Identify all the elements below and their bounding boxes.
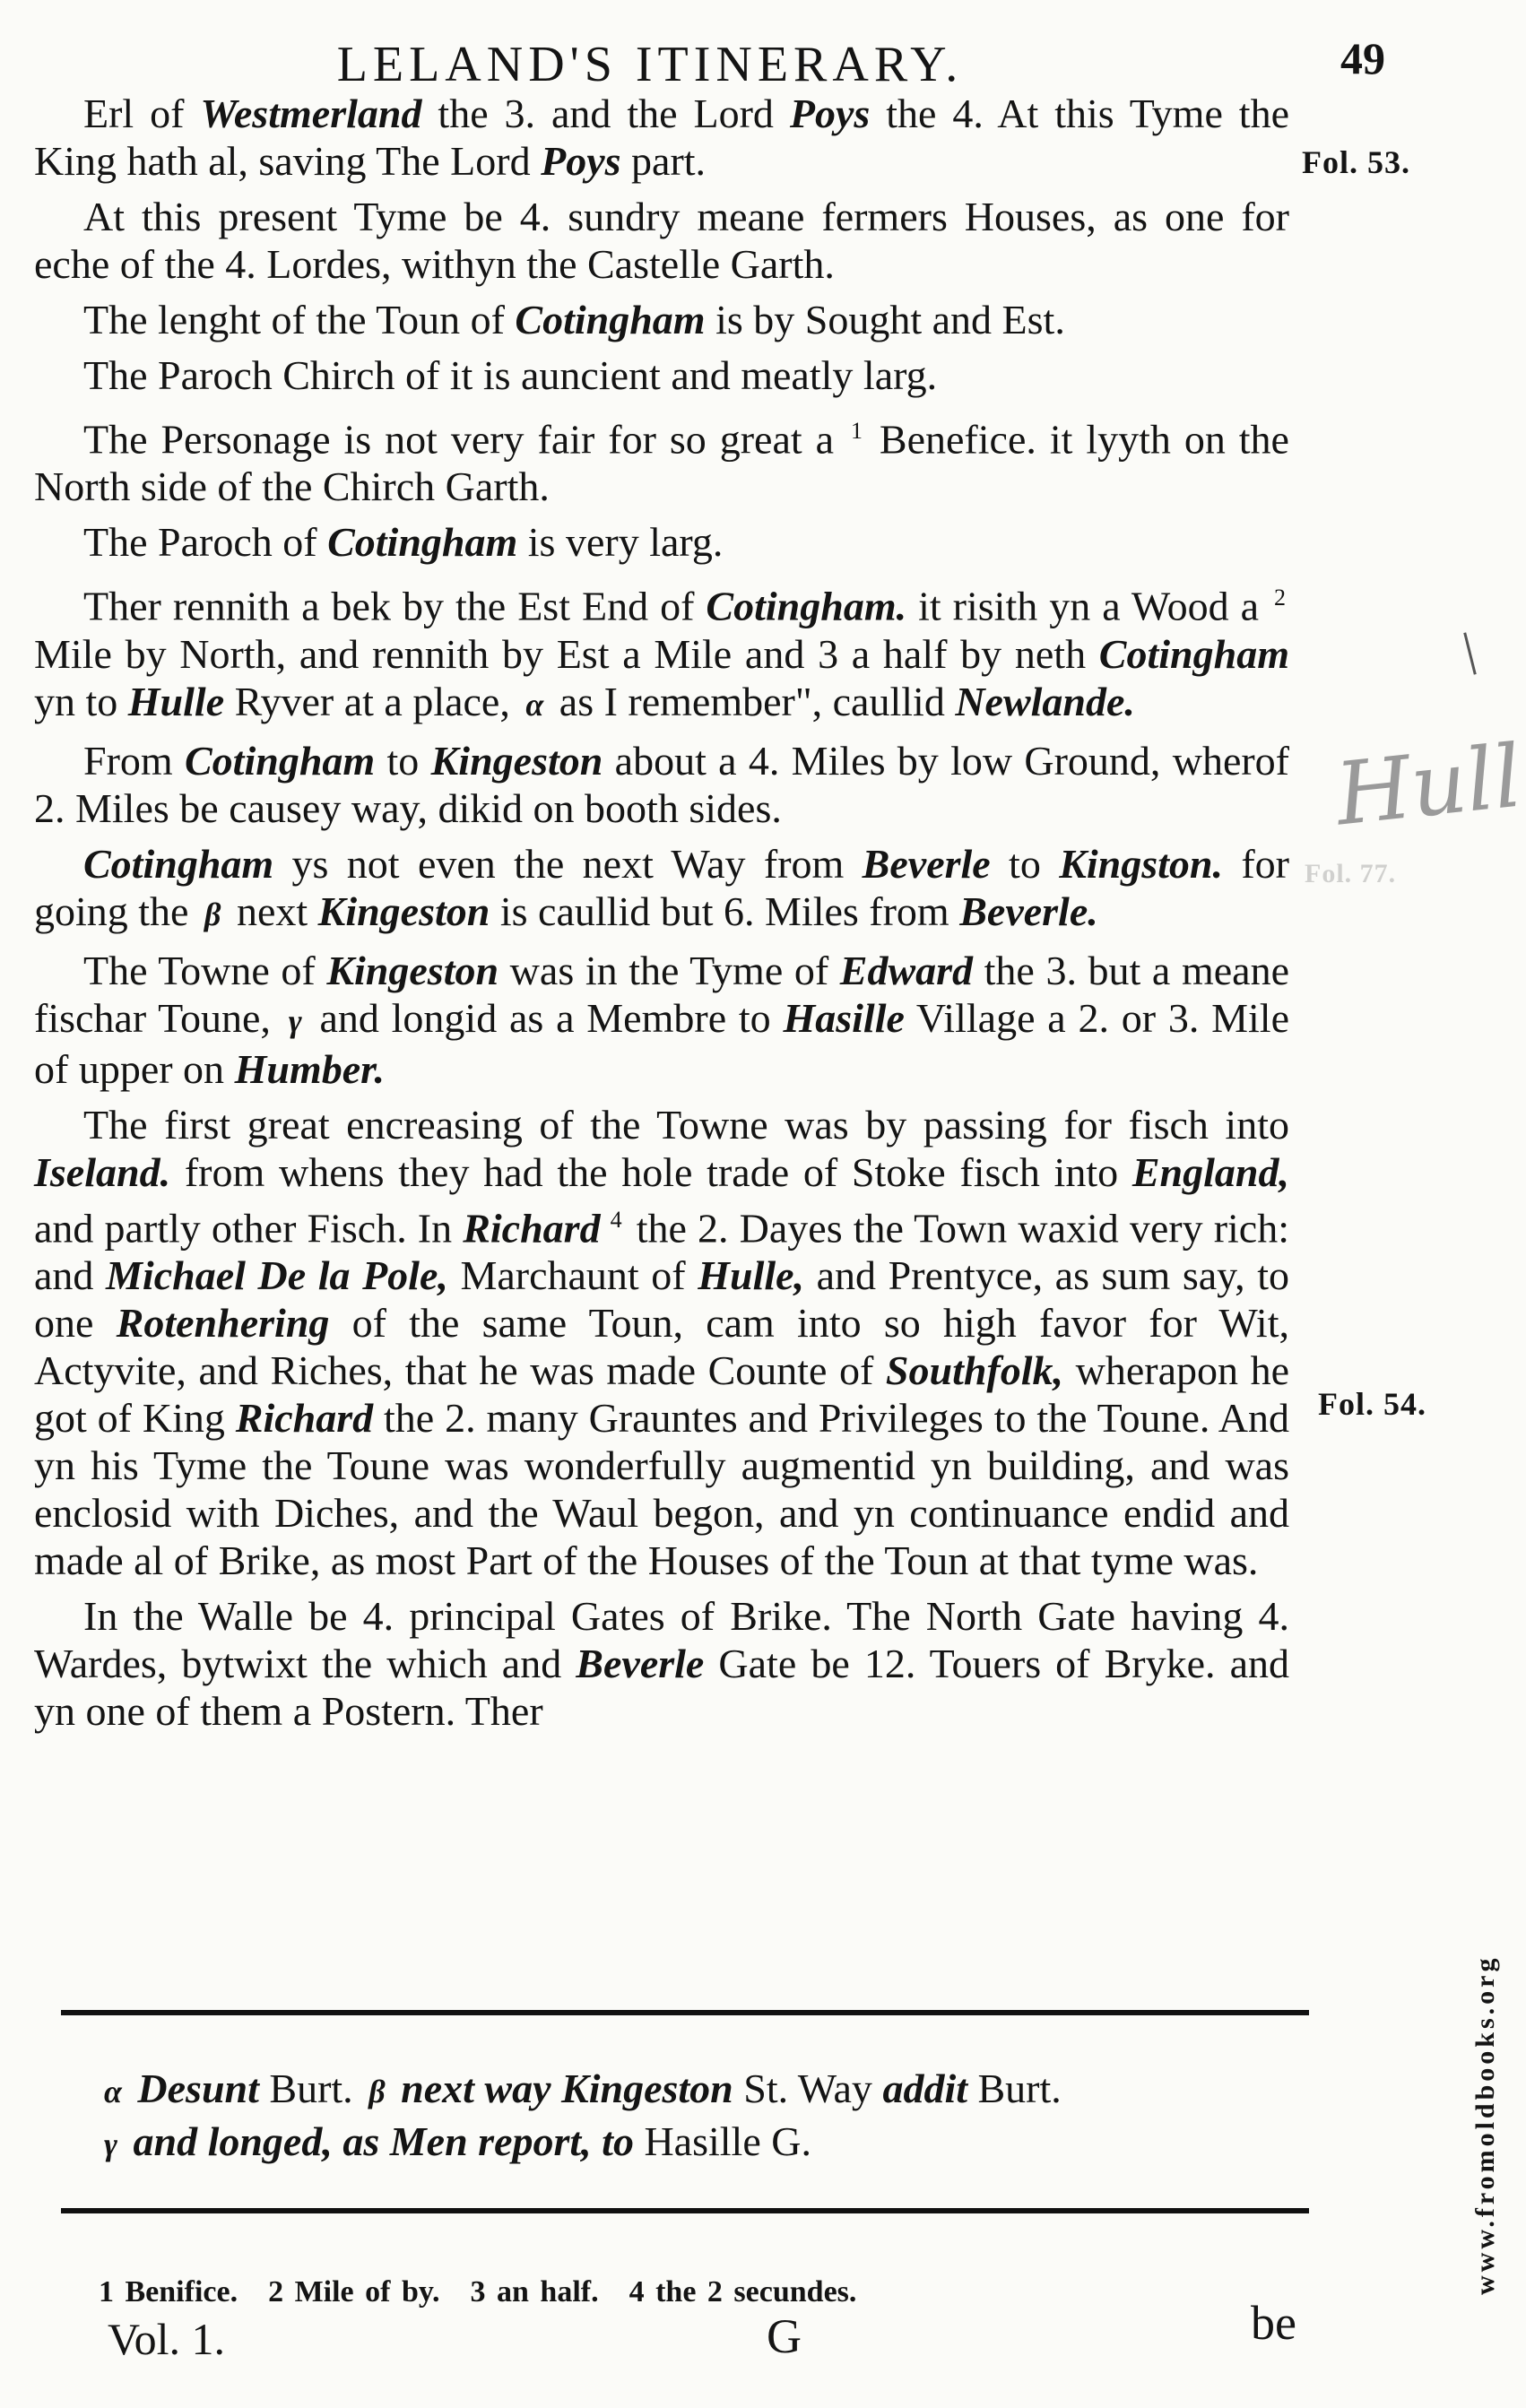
text-run: is by Sought and Est.	[705, 297, 1065, 342]
running-title: LELAND'S ITINERARY.	[336, 37, 964, 92]
italic-text: Rotenhering	[116, 1299, 330, 1346]
footnotes	[99, 2275, 887, 2309]
italic-text: addit	[882, 2066, 967, 2111]
footnote-ref: 4	[603, 1206, 622, 1233]
paragraph-7	[34, 574, 1289, 728]
margin-folio-faint: Fol. 77.	[1305, 859, 1397, 888]
italic-text: Southfolk,	[885, 1347, 1064, 1393]
paragraph-12	[34, 1592, 1289, 1735]
text-run: the 2. many Grauntes and Privileges to the Toune. And yn his Tyme the Toune was wonderfully augmentid yn building, and was enclosid with Diches, and the Waul begon, and yn continuance endid and made al of Brike, as most Part of the Houses of the Toun at that tyme was.	[34, 1394, 1289, 1583]
text-run: Erl of	[83, 91, 201, 136]
italic-text: Cotingham	[83, 840, 274, 887]
italic-text: Hulle,	[698, 1252, 805, 1298]
text-run: Burt.	[967, 2066, 1062, 2111]
footnote-ref: 2	[1274, 585, 1287, 611]
text-run: The Towne of	[83, 947, 327, 993]
italic-text: Beverle	[576, 1640, 705, 1686]
italic-text: Kingston.	[1059, 840, 1224, 887]
text-run: wherapon he got of King	[34, 1347, 1289, 1441]
italic-text: Humber.	[234, 1045, 385, 1092]
italic-text: Kingeston	[430, 737, 603, 784]
paragraph-8	[34, 737, 1289, 832]
text-run: was in the Tyme of	[499, 947, 840, 993]
text-run: to	[375, 737, 431, 784]
italic-text: Cotingham	[185, 737, 376, 784]
italic-text: Westmerland	[200, 91, 422, 136]
text-run: The Paroch Chirch of it is auncient and meatly larg.	[83, 352, 938, 398]
text-run: from whens they had the hole trade of Stoke fisch into	[170, 1148, 1132, 1195]
paragraph-4	[34, 351, 1289, 399]
italic-text: next way Kingeston	[390, 2066, 733, 2111]
rule-bottom	[61, 2208, 1309, 2213]
text-run: At this present Tyme be 4. sundry meane fermers Houses, as one for eche of the 4. Lordes, withyn the Castelle Garth.	[34, 194, 1289, 287]
italic-text: Beverle.	[959, 888, 1098, 934]
text-run: Gate be 12. Touers of Bryke. and yn one of them a Postern. Ther	[34, 1640, 1289, 1734]
text-run: the 4. At this Tyme the King hath al, saving The Lord	[34, 91, 1290, 184]
paragraph-6	[34, 518, 1289, 566]
paragraph-2	[34, 193, 1289, 288]
text-run: Hasille G.	[633, 2118, 811, 2164]
text-run: Ther rennith a bek by the Est End of	[83, 583, 707, 629]
italic-text: Poys	[541, 138, 621, 184]
rule-top	[61, 2010, 1309, 2015]
text-run: From	[83, 737, 185, 784]
footnote-ref: 1	[850, 418, 863, 444]
text-run: In the Walle be 4. principal Gates of Brike. The North Gate having 4. Wardes, bytwixt the which and	[34, 1592, 1289, 1686]
italic-text: Cotingham	[1098, 630, 1289, 677]
text-run: Ryver at a place,	[224, 678, 521, 724]
paragraph-5	[34, 407, 1289, 510]
variant-symbol: β	[368, 2074, 386, 2109]
text-run: is caullid but 6. Miles from	[490, 888, 960, 934]
paragraph-1	[34, 90, 1289, 185]
signature-mark: G	[767, 2309, 802, 2363]
text-run: Benefice. it lyyth on the North side of the Chirch Garth.	[34, 416, 1289, 510]
variant-symbol: α	[104, 2074, 122, 2109]
paragraph-9	[34, 840, 1289, 939]
italic-text: Newlande.	[955, 678, 1135, 724]
text-run: the 3. and the Lord	[421, 91, 790, 136]
text-run: and longid as a Membre to	[307, 994, 784, 1041]
text-run	[592, 2118, 603, 2164]
italic-text: Hasille	[783, 994, 905, 1041]
text-run: the 3. but a meane fischar Toune,	[34, 947, 1289, 1041]
text-run: St. Way	[733, 2066, 883, 2111]
italic-text: Michael De la Pole,	[106, 1252, 448, 1298]
text-run: The lenght of the Toun of	[83, 297, 516, 342]
variant-symbol: γ	[288, 1002, 302, 1039]
site-watermark: www.fromoldbooks.org	[1470, 1954, 1500, 2295]
text-run: Marchaunt of	[447, 1252, 698, 1298]
italic-text: Hulle	[127, 678, 225, 724]
text-run	[333, 2118, 343, 2164]
margin-folio-54: Fol. 54.	[1318, 1386, 1426, 1422]
text-run: part.	[620, 138, 707, 184]
italic-text: Cotingham	[515, 297, 706, 342]
text-run: The first great encreasing of the Towne was by passing for fisch into	[83, 1101, 1289, 1148]
text-run: for going the	[34, 840, 1290, 934]
text-run: it risith yn a Wood a	[906, 583, 1271, 629]
italic-text: Beverle	[862, 840, 991, 887]
footnote-2: 2 Mile of by.	[268, 2275, 440, 2308]
margin-folio-53: Fol. 53.	[1302, 144, 1410, 180]
italic-text: Cotingham.	[706, 583, 907, 629]
italic-text: England,	[1131, 1148, 1289, 1195]
variant-note-1	[99, 2064, 1062, 2117]
footnote-3: 3 an half.	[470, 2275, 599, 2308]
text-run: of the same Toun, cam into so high favor for Wit, Actyvite, and Riches, that he was made Counte of	[34, 1299, 1289, 1393]
italic-text: Edward	[839, 947, 974, 993]
italic-text: Kingeston	[317, 888, 490, 934]
variant-symbol: β	[204, 896, 221, 932]
italic-text: to	[602, 2118, 634, 2164]
italic-text: Richard	[235, 1394, 374, 1441]
variant-symbol: γ	[104, 2126, 117, 2162]
catchword: be	[1251, 2296, 1296, 2350]
paragraph-3	[34, 296, 1289, 343]
footnote-4: 4 the 2 secundes.	[629, 2275, 857, 2308]
footnote-1: 1 Benifice.	[99, 2275, 238, 2308]
variant-note-2	[99, 2117, 1062, 2170]
pencil-mark	[1463, 632, 1477, 674]
text-run: next	[226, 888, 318, 934]
text-run: Mile by North, and rennith by Est a Mile and 3 a half by neth	[34, 630, 1099, 677]
text-run: and partly other Fisch. In	[34, 1204, 464, 1251]
paragraph-10	[34, 947, 1289, 1093]
text-run: and Prentyce, as sum say, to one	[34, 1252, 1290, 1346]
handwritten-annotation: Hull	[1331, 725, 1526, 845]
page-number: 49	[1340, 33, 1385, 83]
text-run: The Personage is not very fair for so great a	[83, 416, 847, 463]
italic-text: Cotingham	[327, 519, 518, 566]
italic-text: Kingeston	[326, 947, 499, 993]
text-run: ys not even the next Way from	[273, 840, 863, 887]
paragraph-11	[34, 1101, 1289, 1584]
text-run: the 2. Dayes the Town waxid very rich: and	[34, 1204, 1289, 1298]
volume-mark: Vol. 1.	[108, 2314, 226, 2364]
text-run: The Paroch of	[83, 519, 328, 566]
variant-notes	[99, 2064, 1062, 2170]
text-run: is very larg.	[517, 519, 724, 566]
italic-text: Richard	[463, 1204, 601, 1251]
text-run: Village a 2. or 3. Mile of upper on	[34, 994, 1289, 1092]
italic-text: Desunt	[126, 2066, 259, 2111]
italic-text: Poys	[789, 91, 871, 136]
text-run: yn to	[34, 678, 128, 724]
text-run: as I remember", caullid	[549, 678, 956, 724]
italic-text: Iseland.	[34, 1148, 171, 1195]
italic-text: and longed,	[122, 2118, 333, 2164]
variant-symbol: α	[525, 686, 544, 723]
body-text	[34, 90, 1289, 1735]
italic-text: as Men report,	[342, 2118, 592, 2164]
text-run: Burt.	[258, 2066, 364, 2111]
text-run: about a 4. Miles by low Ground, wherof 2. Miles be causey way, dikid on booth sides.	[34, 737, 1290, 831]
text-run: to	[990, 840, 1060, 887]
